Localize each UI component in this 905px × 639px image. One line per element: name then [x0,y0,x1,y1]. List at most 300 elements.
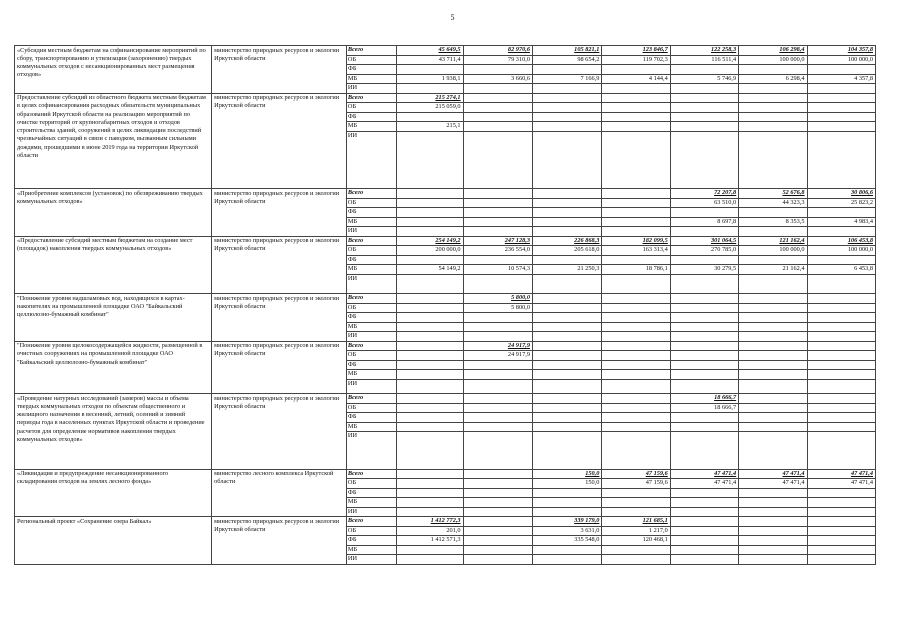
amount-cell [602,198,670,208]
amount-cell: 5 746,9 [670,74,738,84]
amount-cell [532,313,601,323]
table-row [15,46,876,56]
amount-cell [397,545,463,555]
amount-cell [807,341,875,351]
amount-total: 150,0 [585,469,600,477]
amount-cell [670,555,738,565]
amount-cell [670,294,738,304]
fund-source-label: Всего [346,236,396,246]
amount-cell [602,360,670,370]
amount-total: 121 685,1 [642,517,668,524]
amount-cell [807,46,875,56]
amount-cell [602,112,670,122]
amount-total: 226 868,3 [574,236,600,244]
amount-cell [670,526,738,536]
amount-cell [463,122,532,132]
amount-cell [739,422,807,432]
amount-cell [739,189,807,199]
table-row [15,341,876,351]
fund-source-label: ИИ [346,84,396,94]
table-row [15,469,876,479]
amount-cell: 63 510,0 [670,198,738,208]
amount-cell [670,498,738,508]
amount-cell: 100 000,0 [739,55,807,65]
amount-cell [670,432,738,470]
fund-source-label: ОБ [346,246,396,256]
fund-source-label: Всего [346,394,396,404]
amount-cell [532,322,601,332]
amount-cell [739,131,807,189]
amount-cell: 201,0 [397,526,463,536]
fund-source-label: ИИ [346,379,396,394]
amount-cell [397,469,463,479]
amount-cell [463,274,532,294]
executor-name: министерство природных ресурсов и экологии Иркутской области [212,517,347,565]
amount-cell [602,189,670,199]
amount-cell [463,479,532,489]
amount-total: 254 149,2 [435,236,461,244]
amount-total: 1 412 772,3 [430,517,461,524]
amount-cell [397,198,463,208]
fund-source-label: ФБ [346,413,396,423]
amount-cell [670,545,738,555]
amount-cell [739,208,807,218]
amount-cell [532,227,601,237]
fund-source-label: ОБ [346,526,396,536]
fund-source-label: ОБ [346,479,396,489]
amount-total: 339 179,0 [574,517,600,524]
amount-cell [807,294,875,304]
table-row [15,517,876,527]
amount-cell [602,227,670,237]
amount-cell [532,208,601,218]
amount-cell: 100 000,0 [739,246,807,256]
amount-cell [397,507,463,517]
amount-cell [807,255,875,265]
fund-source-label: ФБ [346,488,396,498]
amount-cell [532,274,601,294]
amount-cell [807,507,875,517]
amount-cell [670,469,738,479]
amount-cell [397,432,463,470]
amount-cell [397,131,463,189]
amount-cell [739,394,807,404]
amount-cell: 98 654,2 [532,55,601,65]
fund-source-label: ИИ [346,332,396,342]
amount-cell [807,303,875,313]
amount-cell [532,422,601,432]
amount-cell [397,189,463,199]
amount-total: 47 471,4 [850,469,873,477]
amount-cell [739,65,807,75]
amount-cell [739,488,807,498]
amount-cell [670,351,738,361]
amount-cell: 200 000,0 [397,246,463,256]
fund-source-label: МБ [346,122,396,132]
executor-name: министерство природных ресурсов и экологии Иркутской области [212,394,347,470]
amount-cell: 6 453,8 [807,265,875,275]
amount-cell [807,526,875,536]
amount-cell [807,498,875,508]
amount-total: 45 649,5 [438,46,461,53]
amount-cell: 215,1 [397,122,463,132]
amount-cell [532,122,601,132]
amount-total: 47 471,4 [782,469,805,477]
amount-cell [602,413,670,423]
amount-cell [739,507,807,517]
amount-cell: 47 471,4 [739,479,807,489]
amount-cell [532,236,601,246]
amount-cell [397,227,463,237]
fund-source-label: Всего [346,517,396,527]
amount-cell [739,517,807,527]
amount-cell [739,555,807,565]
amount-cell [807,189,875,199]
amount-cell [532,379,601,394]
amount-cell [807,432,875,470]
amount-cell [397,488,463,498]
measure-name: «Проведение натурных исследований (замеров) массы и объема твердых коммунальных отходов по объектам общественного и жилищного назначения в весенний, летний, осенний и зимний периоды года в населенных пунктах Иркутской области и проведение расчетов для определение нормативов накопления твердых коммунальных отходов» [15,394,212,470]
amount-cell [532,112,601,122]
amount-cell [807,469,875,479]
amount-cell [463,294,532,304]
amount-cell [463,394,532,404]
amount-cell [807,360,875,370]
fund-source-label: ОБ [346,351,396,361]
amount-cell [397,93,463,103]
amount-cell [397,379,463,394]
amount-cell [532,517,601,527]
amount-cell [463,198,532,208]
amount-cell [739,227,807,237]
amount-cell [739,526,807,536]
amount-cell [463,517,532,527]
amount-cell [807,370,875,380]
amount-cell [602,131,670,189]
amount-cell [397,274,463,294]
amount-total: 47 471,4 [714,469,737,477]
amount-cell [807,332,875,342]
amount-cell [463,313,532,323]
amount-cell [739,93,807,103]
amount-cell: 8 353,5 [739,217,807,227]
amount-cell: 25 823,2 [807,198,875,208]
amount-total: 106 453,8 [847,236,873,244]
amount-cell [463,360,532,370]
amount-total: 106 298,4 [779,46,805,53]
fund-source-label: ФБ [346,112,396,122]
amount-cell [670,131,738,189]
amount-cell [602,469,670,479]
amount-cell [807,84,875,94]
amount-cell [602,84,670,94]
amount-cell [807,103,875,113]
amount-total: 247 128,3 [504,236,530,244]
amount-cell [739,322,807,332]
amount-cell [807,545,875,555]
amount-cell: 30 279,5 [670,265,738,275]
amount-cell [807,379,875,394]
amount-cell [739,545,807,555]
amount-cell [532,498,601,508]
amount-cell [739,294,807,304]
amount-cell [807,351,875,361]
amount-cell [532,403,601,413]
amount-cell [670,360,738,370]
fund-source-label: МБ [346,422,396,432]
amount-cell [463,46,532,56]
fund-source-label: ОБ [346,198,396,208]
amount-cell [397,498,463,508]
amount-cell [670,536,738,546]
amount-cell [397,479,463,489]
amount-cell [602,208,670,218]
measure-name: Региональный проект «Сохранение озера Байкал» [15,517,212,565]
amount-cell [463,488,532,498]
fund-source-label: ОБ [346,55,396,65]
fund-source-label: ИИ [346,227,396,237]
executor-name: министерство природных ресурсов и экологии Иркутской области [212,46,347,94]
amount-cell: 44 323,3 [739,198,807,208]
amount-cell [739,469,807,479]
amount-cell [739,370,807,380]
amount-cell [670,46,738,56]
amount-cell: 236 554,0 [463,246,532,256]
amount-cell [463,545,532,555]
amount-cell [602,422,670,432]
amount-cell [397,46,463,56]
amount-cell: 43 711,4 [397,55,463,65]
amount-cell [602,93,670,103]
amount-cell [602,46,670,56]
amount-cell [463,217,532,227]
amount-cell [807,236,875,246]
executor-name: министерство природных ресурсов и экологии Иркутской области [212,189,347,237]
fund-source-label: МБ [346,265,396,275]
amount-total: 5 800,0 [511,294,530,301]
amount-cell [670,255,738,265]
amount-cell [807,227,875,237]
amount-cell [532,507,601,517]
amount-cell [807,112,875,122]
budget-table [14,45,876,565]
amount-cell [670,112,738,122]
amount-cell [807,122,875,132]
amount-cell [532,360,601,370]
amount-cell [739,255,807,265]
fund-source-label: ОБ [346,103,396,113]
amount-cell [532,394,601,404]
amount-cell [739,413,807,423]
amount-cell [532,545,601,555]
fund-source-label: ОБ [346,403,396,413]
fund-source-label: МБ [346,322,396,332]
amount-cell [532,341,601,351]
amount-cell [532,370,601,380]
amount-cell [532,413,601,423]
amount-cell: 47 159,6 [602,479,670,489]
amount-cell [463,403,532,413]
amount-cell [397,208,463,218]
executor-name: министерство лесного комплекса Иркутской области [212,469,347,517]
amount-cell [602,322,670,332]
amount-cell: 119 702,3 [602,55,670,65]
amount-cell [463,370,532,380]
executor-name: министерство природных ресурсов и экологии Иркутской области [212,294,347,342]
amount-cell: 116 511,4 [670,55,738,65]
amount-cell [602,313,670,323]
amount-cell [463,189,532,199]
amount-total: 30 806,6 [850,189,873,196]
amount-cell: 215 059,0 [397,103,463,113]
amount-cell [602,394,670,404]
amount-cell [463,413,532,423]
amount-cell [463,341,532,351]
amount-cell [739,379,807,394]
amount-total: 72 207,8 [714,189,737,196]
amount-cell [739,341,807,351]
amount-cell [739,122,807,132]
amount-cell [670,332,738,342]
amount-cell: 10 574,3 [463,265,532,275]
fund-source-label: ФБ [346,255,396,265]
amount-cell: 100 000,0 [807,246,875,256]
amount-cell [397,112,463,122]
measure-name: «Приобретение комплексов (установок) по обезвреживанию твердых коммунальных отходов» [15,189,212,237]
amount-cell [602,65,670,75]
amount-cell [397,332,463,342]
amount-cell [463,432,532,470]
amount-cell [602,498,670,508]
amount-cell [463,555,532,565]
amount-cell [602,370,670,380]
amount-cell: 120 468,1 [602,536,670,546]
amount-cell [397,370,463,380]
amount-cell [463,65,532,75]
amount-cell [807,488,875,498]
amount-cell [739,46,807,56]
amount-cell [463,236,532,246]
amount-cell [670,93,738,103]
amount-cell [739,313,807,323]
amount-cell [532,93,601,103]
measure-name: "Понижение уровня надшламовых вод, находящихся в картах-накопителях на промышленной площадке ОАО "Байкальский целлюлозно-бумажный комбинат" [15,294,212,342]
amount-cell [397,422,463,432]
amount-cell [807,536,875,546]
amount-cell [670,313,738,323]
amount-cell [463,536,532,546]
amount-cell: 3 660,6 [463,74,532,84]
amount-cell [670,303,738,313]
amount-cell [463,255,532,265]
fund-source-label: МБ [346,370,396,380]
amount-cell [670,517,738,527]
amount-total: 215 274,1 [435,93,461,101]
amount-cell [670,394,738,404]
fund-source-label: ИИ [346,274,396,294]
amount-cell [739,112,807,122]
amount-cell [397,294,463,304]
fund-source-label: ФБ [346,208,396,218]
amount-cell [602,217,670,227]
amount-cell [602,332,670,342]
amount-cell [532,84,601,94]
amount-cell [532,65,601,75]
amount-cell [397,217,463,227]
amount-cell [397,403,463,413]
amount-cell [807,394,875,404]
amount-cell [532,332,601,342]
amount-cell [397,413,463,423]
amount-cell [463,131,532,189]
amount-cell [463,526,532,536]
measure-name: "Понижение уровня щелокосодержащейся жидкости, размещенной в очистных сооружениях на промышленной площадке ОАО "Байкальский целлюлозно-бумажный комбинат" [15,341,212,394]
amount-cell [602,517,670,527]
amount-total: 104 357,8 [847,46,873,53]
amount-cell [532,46,601,56]
table-row [15,394,876,404]
amount-cell [602,555,670,565]
amount-cell [807,413,875,423]
amount-cell [670,322,738,332]
amount-cell [532,488,601,498]
amount-cell: 8 697,8 [670,217,738,227]
amount-cell [463,93,532,103]
amount-cell [397,394,463,404]
amount-cell [602,122,670,132]
amount-cell [532,255,601,265]
amount-cell: 6 298,4 [739,74,807,84]
amount-cell [463,84,532,94]
amount-cell [807,422,875,432]
amount-cell [602,274,670,294]
fund-source-label: Всего [346,46,396,56]
amount-cell: 21 250,3 [532,265,601,275]
amount-cell [739,236,807,246]
amount-cell [602,351,670,361]
amount-cell [602,255,670,265]
amount-cell [670,65,738,75]
amount-cell [807,131,875,189]
amount-cell [463,227,532,237]
amount-cell [670,189,738,199]
amount-cell [670,84,738,94]
amount-cell [602,545,670,555]
fund-source-label: ИИ [346,432,396,470]
amount-cell [463,498,532,508]
amount-cell [397,517,463,527]
amount-total: 18 666,7 [714,394,737,401]
amount-cell [739,103,807,113]
amount-cell [397,84,463,94]
amount-cell: 205 618,0 [532,246,601,256]
amount-cell [532,198,601,208]
amount-cell: 1 412 571,3 [397,536,463,546]
amount-cell [463,332,532,342]
amount-cell [532,103,601,113]
amount-cell [463,208,532,218]
amount-cell [397,65,463,75]
executor-name: министерство природных ресурсов и экологии Иркутской области [212,341,347,394]
amount-cell [670,208,738,218]
amount-total: 82 970,6 [507,46,530,53]
fund-source-label: Всего [346,469,396,479]
amount-cell: 47 471,4 [807,479,875,489]
page-number: 5 [450,13,455,22]
amount-cell [397,236,463,246]
amount-cell [397,303,463,313]
amount-cell [397,255,463,265]
